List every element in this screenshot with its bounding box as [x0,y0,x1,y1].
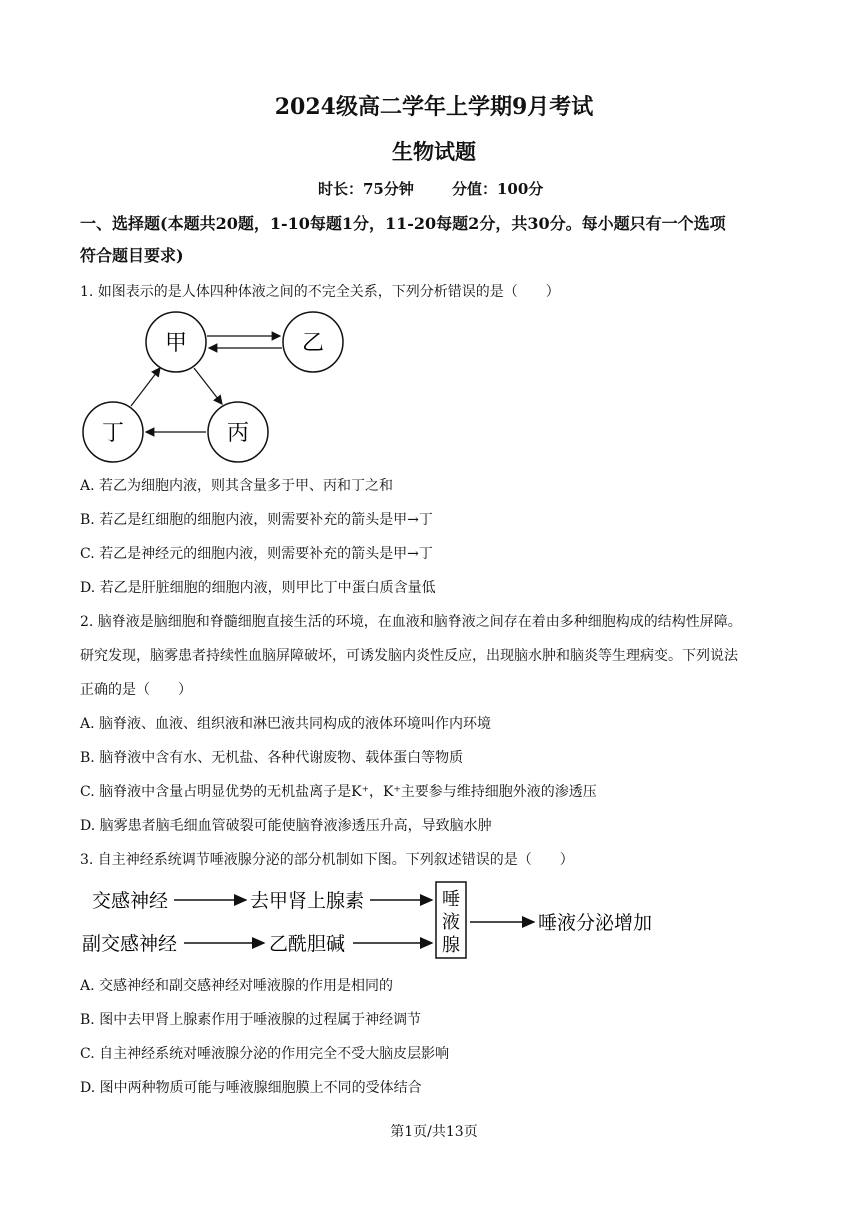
question-3-stem: 3. 自主神经系统调节唾液腺分泌的部分机制如下图。下列叙述错误的是（ ） [80,852,574,868]
question-2-option-a: A. 脑脊液、血液、组织液和淋巴液共同构成的液体环境叫作内环境 [80,716,492,732]
question-3-option-d: D. 图中两种物质可能与唾液腺细胞膜上不同的受体结合 [80,1080,422,1096]
result-label: 唾液分泌增加 [538,912,653,934]
node-yi-label: 乙 [301,331,325,356]
saliva-regulation-diagram [78,878,678,964]
acetylcholine-label: 乙酰胆碱 [269,933,346,955]
node-bing-label: 丙 [226,421,250,446]
section-heading-line1: 一、选择题(本题共20题，1-10每题1分，11-20每题2分，共30分。每小题只有一个选项 [80,214,726,233]
parasympathetic-nerve-label: 副交感神经 [82,933,178,955]
norepinephrine-label: 去甲肾上腺素 [250,890,365,912]
question-1-option-b: B. 若乙是红细胞的细胞内液，则需要补充的箭头是甲→丁 [80,512,433,528]
exam-subtitle: 生物试题 [392,139,476,164]
gland-char-1: 唾 [442,889,460,910]
body-fluid-diagram [76,306,356,466]
question-2-option-b: B. 脑脊液中含有水、无机盐、各种代谢废物、载体蛋白等物质 [80,750,464,766]
arrow-jia-to-bing [194,368,222,404]
question-1-option-a: A. 若乙为细胞内液，则其含量多于甲、丙和丁之和 [80,478,394,494]
page-number: 第1页/共13页 [390,1124,478,1140]
exam-duration: 时长：75分钟 [318,180,414,198]
question-2-stem-line2: 研究发现，脑雾患者持续性血脑屏障破坏，可诱发脑内炎性反应，出现脑水肿和脑炎等生理病变。下列说法 [80,648,738,664]
question-2-stem-line1: 2. 脑脊液是脑细胞和脊髓细胞直接生活的环境，在血液和脑脊液之间存在着由多种细胞构成的结构性屏障。 [80,614,742,630]
node-jia-label: 甲 [164,331,188,356]
gland-char-3: 腺 [442,935,460,956]
question-2-option-c: C. 脑脊液中含量占明显优势的无机盐离子是K⁺，K⁺主要参与维持细胞外液的渗透压 [80,784,597,800]
question-1-option-d: D. 若乙是肝脏细胞的细胞内液，则甲比丁中蛋白质含量低 [80,580,436,596]
question-3-option-a: A. 交感神经和副交感神经对唾液腺的作用是相同的 [80,978,394,994]
question-2-option-d: D. 脑雾患者脑毛细血管破裂可能使脑脊液渗透压升高，导致脑水肿 [80,818,492,834]
question-3-option-b: B. 图中去甲肾上腺素作用于唾液腺的过程属于神经调节 [80,1012,422,1028]
exam-score: 分值：100分 [452,180,544,198]
arrow-ding-to-jia [131,368,160,406]
question-2-stem-line3: 正确的是（ ） [80,682,192,698]
sympathetic-nerve-label: 交感神经 [92,890,169,912]
gland-char-2: 液 [442,912,460,933]
section-heading-line2: 符合题目要求) [80,246,184,265]
question-1-stem: 1. 如图表示的是人体四种体液之间的不完全关系，下列分析错误的是（ ） [80,284,560,300]
node-ding-label: 丁 [101,421,125,446]
exam-title: 2024级高二学年上学期9月考试 [274,94,594,120]
question-3-option-c: C. 自主神经系统对唾液腺分泌的作用完全不受大脑皮层影响 [80,1046,450,1062]
question-1-option-c: C. 若乙是神经元的细胞内液，则需要补充的箭头是甲→丁 [80,546,433,562]
